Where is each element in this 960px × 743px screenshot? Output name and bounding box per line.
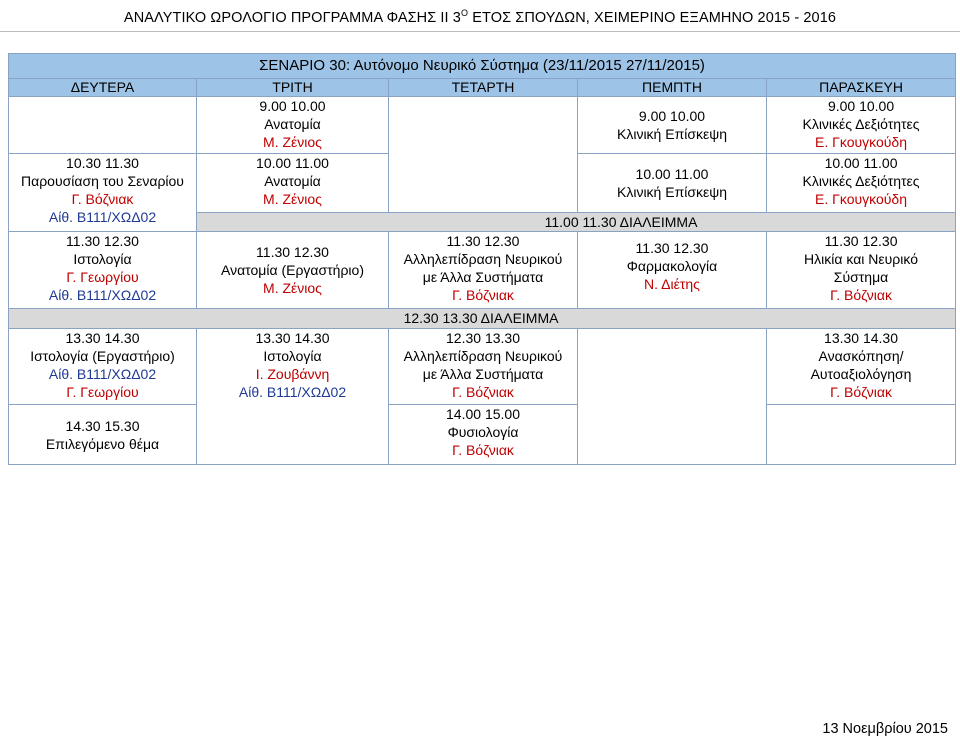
session-title-line2: με Άλλα Συστήματα [422, 365, 544, 382]
session-teacher: Γ. Βόζνιακ [71, 190, 134, 207]
session-time: 10.00 11.00 [824, 154, 898, 171]
session-title: Κλινική Επίσκεψη [617, 183, 727, 200]
session-teacher: Γ. Βόζνιακ [830, 383, 892, 400]
scenario-title: ΣΕΝΑΡΙΟ 30: Αυτόνομο Νευρικό Σύστημα (23/11/2015 27/11/2015) [9, 54, 956, 79]
footer-date: 13 Νοεμβρίου 2015 [822, 721, 948, 737]
session-teacher: Γ. Βόζνιακ [452, 287, 514, 304]
session-time: 13.30 14.30 [824, 329, 898, 346]
tuesday-session-2 [197, 153, 389, 212]
session-time: 14.30 15.30 [65, 417, 140, 434]
session-title-line1: Αλληλεπίδραση Νευρικού [403, 347, 563, 364]
session-time: 9.00 10.00 [259, 98, 326, 115]
session-teacher: Ε. Γκουγκούδη [815, 190, 907, 207]
friday-session-1 [767, 97, 956, 154]
break-2-label: 12.30 13.30 ΔΙΑΛΕΙΜΜΑ [403, 310, 559, 327]
scenario-row [9, 54, 956, 79]
session-teacher: Μ. Ζένιος [263, 190, 322, 207]
session-teacher: Μ. Ζένιος [263, 134, 322, 151]
session-teacher: Γ. Βόζνιακ [830, 287, 892, 304]
header-title-a: ΑΝΑΛΥΤΙΚΟ ΩΡΟΛΟΓΙΟ ΠΡΟΓΡΑΜΜΑ ΦΑΣΗΣ ΙΙ 3 [123, 9, 461, 26]
session-title: Κλινικές Δεξιότητες [802, 116, 920, 133]
session-title: Ανατομία [264, 172, 321, 189]
session-title: Επιλεγόμενο θέμα [45, 435, 160, 452]
tuesday-session-4 [197, 328, 389, 464]
session-title: Ιστολογία [263, 347, 322, 364]
header-title-b: ΕΤΟΣ ΣΠΟΥΔΩΝ, ΧΕΙΜΕΡΙΝΟ ΕΞΑΜΗΝΟ 2015 - 2016 [468, 9, 837, 26]
session-time: 14.00 15.00 [446, 406, 520, 423]
session-teacher: Ν. Διέτης [644, 276, 700, 293]
monday-empty [9, 97, 197, 154]
page-header [0, 0, 960, 32]
thursday-session-1 [578, 97, 767, 154]
session-time: 9.00 10.00 [638, 108, 706, 125]
session-time: 13.30 14.30 [255, 329, 330, 346]
tuesday-session-3 [197, 232, 389, 309]
monday-session-2 [9, 232, 197, 309]
session-room: Αίθ. Β111/ΧΩΔ02 [48, 287, 157, 304]
days-row [9, 78, 956, 97]
session-teacher: Μ. Ζένιος [263, 280, 322, 297]
session-title: Κλινική Επίσκεψη [617, 126, 727, 143]
session-time: 10.00 11.00 [256, 154, 329, 171]
session-title-line1: Αλληλεπίδραση Νευρικού [403, 251, 563, 268]
session-title: Ανατομία (Εργαστήριο) [221, 262, 364, 279]
session-room: Αίθ. Β111/ΧΩΔ02 [48, 365, 157, 382]
friday-empty [767, 405, 956, 465]
session-teacher: Γ. Βόζνιακ [452, 383, 514, 400]
friday-session-2 [767, 153, 956, 212]
session-title: Παρουσίαση του Σεναρίου [21, 172, 184, 189]
session-time: 11.30 12.30 [635, 240, 709, 257]
monday-session-1 [9, 153, 197, 231]
session-teacher: Ε. Γκουγκούδη [815, 134, 907, 151]
friday-session-3 [767, 232, 956, 309]
session-time: 10.30 11.30 [66, 154, 139, 171]
thursday-session-3 [578, 232, 767, 309]
session-teacher: Ι. Ζουβάννη [255, 365, 330, 382]
session-title: Φαρμακολογία [626, 258, 718, 275]
thursday-empty [578, 328, 767, 464]
session-title: Ανατομία [264, 116, 321, 133]
session-title-line2: με Άλλα Συστήματα [422, 269, 544, 286]
tuesday-session-1 [197, 97, 389, 154]
break-1 [197, 212, 956, 232]
session-room: Αίθ. Β111/ΧΩΔ02 [238, 383, 347, 400]
session-title-line2: Αυτοαξιολόγηση [810, 365, 912, 382]
session-title: Ιστολογία [73, 251, 132, 268]
session-title-line1: Ανασκόπηση/ [818, 347, 904, 364]
day-monday: ΔΕΥΤΕΡΑ [9, 78, 197, 97]
session-time: 12.30 13.30 [446, 329, 520, 346]
friday-session-4 [767, 328, 956, 404]
day-thursday: ΠΕΜΠΤΗ [578, 78, 767, 97]
session-time: 9.00 10.00 [827, 98, 895, 115]
session-time: 11.30 12.30 [824, 233, 898, 250]
session-time: 11.30 12.30 [446, 233, 520, 250]
session-time: 11.30 12.30 [256, 244, 329, 261]
day-wednesday: ΤΕΤΑΡΤΗ [389, 78, 578, 97]
session-title-line1: Ηλικία και Νευρικό [804, 251, 918, 268]
break-1-label: 11.00 11.30 ΔΙΑΛΕΙΜΜΑ [544, 213, 698, 230]
session-teacher: Γ. Βόζνιακ [452, 442, 514, 459]
wednesday-session-3 [389, 405, 578, 465]
session-title: Ιστολογία (Εργαστήριο) [30, 347, 175, 364]
wednesday-session-1 [389, 232, 578, 309]
wednesday-session-2 [389, 328, 578, 404]
day-friday: ΠΑΡΑΣΚΕΥΗ [767, 78, 956, 97]
session-title: Κλινικές Δεξιότητες [802, 172, 920, 189]
session-time: 10.00 11.00 [635, 165, 709, 182]
day-tuesday: ΤΡΙΤΗ [197, 78, 389, 97]
schedule-table [8, 53, 956, 465]
session-time: 11.30 12.30 [66, 233, 139, 250]
session-room: Αίθ. Β111/ΧΩΔ02 [48, 208, 157, 225]
monday-session-4 [9, 405, 197, 465]
header-title-sup: Ο [460, 8, 469, 18]
session-teacher: Γ. Γεωργίου [66, 269, 139, 286]
thursday-session-2 [578, 153, 767, 212]
session-teacher: Γ. Γεωργίου [66, 383, 139, 400]
session-title: Φυσιολογία [447, 424, 519, 441]
monday-session-3 [9, 328, 197, 404]
session-title-line2: Σύστημα [833, 269, 889, 286]
break-2 [9, 309, 956, 329]
wednesday-empty [389, 97, 578, 212]
session-time: 13.30 14.30 [65, 329, 140, 346]
